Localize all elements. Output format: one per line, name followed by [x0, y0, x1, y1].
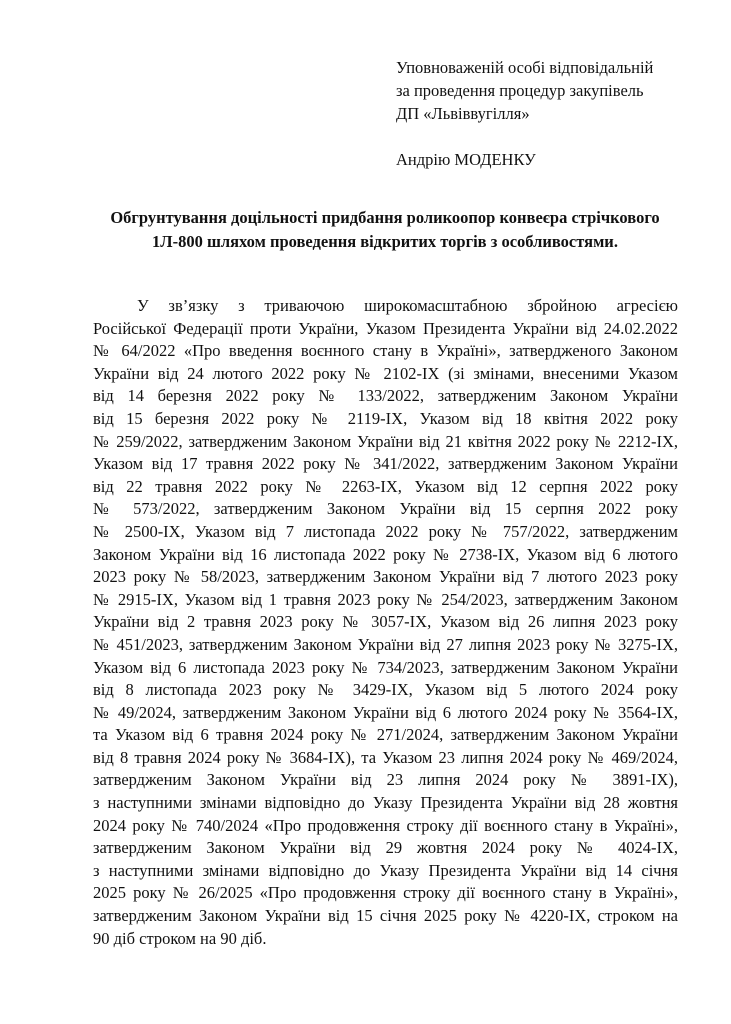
body-line: 90 діб строком на 90 діб. [93, 928, 267, 948]
body-line: № 2915-IX, Указом від 1 травня 2023 року № 254/2023, затвердженим Законом [93, 589, 678, 609]
body-line: 2023 року № 58/2023, затвердженим Законом України від 7 лютого 2023 року [93, 567, 678, 587]
body-line: № 573/2022, затвердженим Законом України від 15 серпня 2022 року [93, 499, 678, 519]
body-line: № 2500-IX, Указом від 7 листопада 2022 року № 757/2022, затвердженим [93, 521, 678, 541]
body-line: від 22 травня 2022 року № 2263-IX, Указом від 12 серпня 2022 року [93, 476, 678, 496]
addressee-line: за проведення процедур закупівель [396, 81, 644, 100]
addressee-name: Андрію МОДЕНКУ [396, 150, 536, 169]
body-line: від 8 листопада 2023 року № 3429-IX, Указом від 5 лютого 2024 року [93, 680, 678, 700]
body-line: Указом від 17 травня 2022 року № 341/2022, затвердженим Законом України [93, 454, 678, 474]
body-line: 2024 року № 740/2024 «Про продовження строку дії воєнного стану в Україні», [93, 815, 678, 835]
addressee-line: Уповноваженій особі відповідальній [396, 58, 654, 77]
body-line: та Указом від 6 травня 2024 року № 271/2024, затвердженим Законом України [93, 725, 678, 745]
body-line: Російської Федерації проти України, Указом Президента України від 24.02.2022 [93, 318, 678, 338]
body-line: Указом від 6 листопада 2023 року № 734/2023, затвердженим Законом України [93, 657, 678, 677]
body-line: № 259/2022, затвердженим Законом України від 21 квітня 2022 року № 2212-IX, [93, 431, 678, 451]
body-line: 2025 року № 26/2025 «Про продовження строку дії воєнного стану в Україні», [93, 883, 678, 903]
body-line: з наступними змінами відповідно до Указу Президента України від 28 жовтня [93, 793, 678, 813]
body-line: № 49/2024, затвердженим Законом України від 6 лютого 2024 року № 3564-IX, [93, 702, 678, 722]
title-line: Обгрунтування доцільності придбання роликоопор конвеєра стрічкового [110, 208, 660, 227]
document-title [95, 206, 675, 254]
body-line: затвердженим Законом України від 23 липня 2024 року № 3891-IX), [93, 770, 678, 790]
body-line: від 15 березня 2022 року № 2119-IX, Указом від 18 квітня 2022 року [93, 408, 678, 428]
addressee-line: ДП «Львіввугілля» [396, 104, 530, 123]
body-line: з наступними змінами відповідно до Указу Президента України від 14 січня [93, 860, 678, 880]
body-line: У зв’язку з триваючою широкомасштабною збройною агресією [137, 296, 678, 315]
body-line: від 14 березня 2022 року № 133/2022, затвердженим Законом України [93, 386, 678, 406]
body-line: затвердженим Законом України від 29 жовтня 2024 року № 4024-IX, [93, 838, 678, 858]
body-line: затвердженим Законом України від 15 січня 2025 року № 4220-IX, строком на [93, 906, 678, 926]
body-line: від 8 травня 2024 року № 3684-IX), та Указом 23 липня 2024 року № 469/2024, [93, 747, 678, 767]
body-line: № 451/2023, затвердженим Законом України від 27 липня 2023 року № 3275-IX, [93, 634, 678, 654]
body-line: України від 24 лютого 2022 року № 2102-IX (зі змінами, внесеними Указом [93, 363, 678, 383]
body-paragraph [93, 295, 678, 950]
body-line: № 64/2022 «Про введення воєнного стану в Україні», затвердженого Законом [93, 341, 678, 361]
addressee-block [396, 56, 653, 171]
title-line: 1Л-800 шляхом проведення відкритих торгів з особливостями. [152, 232, 618, 251]
body-line: Законом України від 16 листопада 2022 року № 2738-IX, Указом від 6 лютого [93, 544, 678, 564]
body-line: України від 2 травня 2023 року № 3057-IX, Указом від 26 липня 2023 року [93, 612, 678, 632]
